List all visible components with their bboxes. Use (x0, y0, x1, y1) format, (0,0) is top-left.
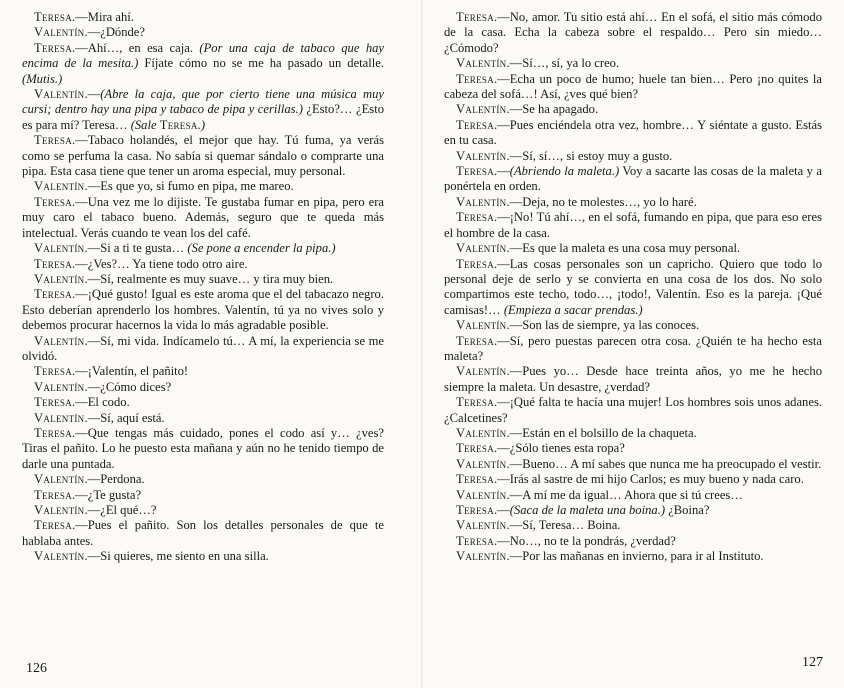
speaker-name: Valentín (456, 364, 507, 379)
speaker-name: Teresa (34, 194, 72, 209)
dialogue-text: .— (494, 503, 510, 517)
speaker-name: Valentín (34, 25, 85, 40)
speaker-name: Valentín (34, 379, 85, 394)
dialogue-text: .—Pues yo… Desde hace treinta años, yo me he hecho siempre la maleta. Un desastre, ¿verdad? (444, 364, 822, 394)
speaker-name: Teresa (159, 117, 198, 132)
dialogue-text: .—Ahí…, en esa caja. (72, 40, 200, 55)
speaker-name: Teresa (456, 256, 494, 271)
dialogue-text: .—Perdona. (84, 472, 145, 487)
dialogue-text: .—Si quieres, me siento en una silla. (84, 549, 269, 564)
dialogue-line (444, 241, 822, 256)
speaker-name: Teresa (34, 10, 72, 24)
speaker-name: Valentín (456, 148, 507, 163)
dialogue-line (444, 488, 822, 503)
left-page-text (22, 10, 384, 565)
dialogue-text: .—Sí, pero puestas parecen otra cosa. ¿Quién te ha hecho esta maleta? (444, 333, 822, 363)
speaker-name: Teresa (456, 164, 494, 179)
dialogue-text: .— (494, 164, 510, 179)
stage-direction: (Abriendo la maleta.) (509, 164, 620, 179)
dialogue-line (22, 241, 384, 256)
speaker-name: Teresa (34, 133, 72, 148)
dialogue-line (22, 25, 384, 40)
dialogue-line (22, 10, 384, 25)
dialogue-text: .—Pues el pañito. Son los detalles personales de que te hablaba antes. (22, 518, 384, 548)
speaker-name: Teresa (34, 395, 72, 410)
speaker-name: Teresa (34, 256, 72, 271)
speaker-name: Valentín (34, 241, 85, 256)
dialogue-text: .—Por las mañanas en invierno, para ir al Instituto. (506, 549, 764, 564)
speaker-name: Valentín (34, 472, 85, 487)
dialogue-line (444, 164, 822, 195)
right-page (444, 10, 822, 565)
speaker-name: Valentín (456, 425, 507, 440)
dialogue-text: .—Las cosas personales son un capricho. Quiero que todo lo personal deje de serlo y se convierta en una cosa de los dos. No solo compartimos este techo, todo…, ¡todo!, Valentín. Eso es la pareja. ¡Qué camisas!… (444, 256, 822, 317)
dialogue-line (22, 395, 384, 410)
dialogue-text: .—Bueno… A mí sabes que nunca me ha preocupado el vestir. (506, 456, 822, 471)
dialogue-line (22, 87, 384, 133)
dialogue-text: .—¡No! Tú ahí…, en el sofá, fumando en pipa, que para eso eres el hombre de la casa. (444, 210, 822, 240)
dialogue-line (22, 426, 384, 472)
speaker-name: Valentín (456, 241, 507, 256)
speaker-name: Teresa (34, 40, 72, 55)
dialogue-text: .—Mira ahí. (72, 10, 134, 24)
dialogue-line (444, 334, 822, 365)
dialogue-line (444, 149, 822, 164)
dialogue-text: .—Una vez me lo dijiste. Te gustaba fumar en pipa, pero era muy caro el tabaco bueno. Además, seguro que te queda más intelectual. Verás cuando te vean los del café. (22, 194, 384, 240)
dialogue-line (22, 272, 384, 287)
dialogue-text: ¿Boina? (665, 503, 710, 517)
dialogue-line (22, 179, 384, 194)
dialogue-line (444, 457, 822, 472)
speaker-name: Teresa (456, 441, 494, 456)
dialogue-text: .—¿Ves?… Ya tiene todo otro aire. (72, 256, 248, 271)
dialogue-line (22, 133, 384, 179)
dialogue-text: .—¿Dónde? (84, 25, 145, 40)
speaker-name: Teresa (34, 518, 72, 533)
speaker-name: Valentín (456, 194, 507, 209)
dialogue-text: .—Es que la maleta es una cosa muy personal. (506, 241, 741, 256)
dialogue-line (444, 364, 822, 395)
dialogue-line (444, 318, 822, 333)
speaker-name: Teresa (456, 395, 494, 410)
dialogue-text: .—¡Valentín, el pañito! (72, 364, 189, 379)
dialogue-text: .— (84, 87, 101, 102)
dialogue-line (444, 195, 822, 210)
dialogue-line (22, 411, 384, 426)
speaker-name: Teresa (34, 425, 72, 440)
left-page (22, 10, 384, 565)
dialogue-text: .—Si a ti te gusta… (84, 241, 188, 256)
dialogue-line (444, 441, 822, 456)
speaker-name: Valentín (456, 56, 507, 71)
dialogue-text: .—Irás al sastre de mi hijo Carlos; es muy bueno y nada caro. (494, 472, 804, 487)
dialogue-text: .—¿Te gusta? (72, 487, 142, 502)
dialogue-text: .—El codo. (72, 395, 130, 410)
dialogue-line (444, 118, 822, 149)
dialogue-line (444, 518, 822, 533)
dialogue-text: .—No, amor. Tu sitio está ahí… En el sofá, el sitio más cómodo de la casa. Echa la cabeza sobre el respaldo… Pero sin miedo… ¿Cómodo? (444, 10, 822, 55)
dialogue-text: .—Sí, Teresa… Boina. (506, 518, 621, 533)
stage-direction: (Empieza a sacar prendas.) (503, 302, 643, 317)
dialogue-text: .—A mí me da igual… Ahora que si tú crees… (506, 487, 743, 502)
right-page-text (444, 10, 822, 565)
stage-direction: (Saca de la maleta una boina.) (509, 503, 666, 517)
dialogue-line (444, 56, 822, 71)
speaker-name: Valentín (34, 333, 85, 348)
dialogue-text: .—¡Qué falta te hacía una mujer! Los hombres sois unos adanes. ¿Calcetines? (444, 395, 822, 425)
speaker-name: Valentín (34, 549, 85, 564)
speaker-name: Valentín (34, 410, 85, 425)
dialogue-line (22, 257, 384, 272)
dialogue-text: .—Están en el bolsillo de la chaqueta. (506, 425, 697, 440)
speaker-name: Valentín (456, 549, 507, 564)
stage-direction: (Abre la caja, que por cierto tiene una música muy cursi; dentro hay una pipa y tabaco de pipa y cerillas.) (22, 87, 384, 117)
stage-direction: (Por una caja de tabaco que hay encima de la mesita.) (22, 40, 385, 71)
dialogue-text: .—Sí, sí…, si estoy muy a gusto. (506, 148, 673, 163)
stage-direction: (Se pone a encender la pipa.) (187, 241, 336, 256)
speaker-name: Teresa (456, 71, 494, 86)
dialogue-text: .—¡Qué gusto! Igual es este aroma que el del tabacazo negro. Esto deberían aprenderlo los hombres. Valentín, tú ya no vives solo y debemos procurar hacernos la vida lo más agradable posible. (22, 287, 384, 333)
right-page-number: 127 (802, 655, 823, 670)
dialogue-text: .—¿Sólo tienes esta ropa? (494, 441, 625, 456)
speaker-name: Valentín (456, 318, 507, 333)
speaker-name: Valentín (456, 102, 507, 117)
speaker-name: Valentín (456, 456, 507, 471)
dialogue-text: .—¿Cómo dices? (84, 379, 172, 394)
dialogue-line (22, 41, 384, 87)
dialogue-line (22, 472, 384, 487)
left-page-number: 126 (26, 661, 47, 676)
dialogue-line (22, 287, 384, 333)
dialogue-line (22, 380, 384, 395)
dialogue-line (444, 257, 822, 319)
speaker-name: Valentín (456, 487, 507, 502)
speaker-name: Valentín (34, 271, 85, 286)
dialogue-line (444, 395, 822, 426)
dialogue-text: .—Se ha apagado. (506, 102, 599, 117)
dialogue-text: .—Tabaco holandés, el mejor que hay. Tú fuma, ya verás como se perfuma la casa. No sabía si quemar sándalo o comprarte una pipa. Esta casa tiene que tener un aroma especial, muy personal. (22, 133, 384, 179)
dialogue-text: .—No…, no te la pondrás, ¿verdad? (494, 533, 676, 548)
speaker-name: Teresa (34, 287, 72, 302)
book-gutter (421, 0, 423, 688)
dialogue-line (444, 102, 822, 117)
dialogue-text: Voy a sacarte las cosas de la maleta y a ponértela en orden. (444, 164, 822, 194)
dialogue-text: .—Sí, realmente es muy suave… y tira muy bien. (84, 271, 334, 286)
speaker-name: Teresa (456, 333, 494, 348)
dialogue-text: .—Sí, aquí está. (84, 410, 165, 425)
dialogue-line (22, 195, 384, 241)
speaker-name: Teresa (34, 487, 72, 502)
speaker-name: Teresa (456, 10, 494, 24)
speaker-name: Valentín (34, 179, 85, 194)
dialogue-line (444, 503, 822, 518)
stage-direction: (Mutis.) (22, 71, 63, 86)
speaker-name: Valentín (34, 503, 85, 517)
dialogue-line (444, 534, 822, 549)
dialogue-text: Fíjate cómo no se me ha pasado un detalle. (138, 56, 384, 71)
dialogue-line (22, 488, 384, 503)
dialogue-line (444, 10, 822, 56)
dialogue-text: .—Son las de siempre, ya las conoces. (506, 318, 700, 333)
dialogue-text: .—Es que yo, si fumo en pipa, me mareo. (84, 179, 294, 194)
dialogue-line (22, 518, 384, 549)
dialogue-text: .—Sí…, sí, ya lo creo. (506, 56, 620, 71)
dialogue-line (22, 503, 384, 518)
dialogue-text: .—Echa un poco de humo; huele tan bien… Pero ¡no quites la cabeza del sofá…! Así, ¿ves qué bien? (444, 71, 822, 102)
dialogue-text: .—¿El qué…? (84, 503, 157, 517)
speaker-name: Teresa (34, 364, 72, 379)
speaker-name: Teresa (456, 210, 494, 225)
dialogue-text: .—Que tengas más cuidado, pones el codo así y… ¿ves? Tiras el pañito. Lo he puesto esta mañana y aún no he tenido tiempo de darle una puntada. (22, 425, 384, 471)
dialogue-text: .—Sí, mi vida. Indícamelo tú… A mí, la experiencia se me olvidó. (22, 333, 384, 363)
dialogue-line (22, 334, 384, 365)
speaker-name: Valentín (34, 87, 85, 102)
dialogue-line (444, 472, 822, 487)
speaker-name: Teresa (456, 472, 494, 487)
dialogue-line (22, 549, 384, 564)
dialogue-line (444, 426, 822, 441)
dialogue-line (444, 549, 822, 564)
dialogue-text: .—Pues enciéndela otra vez, hombre… Y siéntate a gusto. Estás en tu casa. (444, 117, 822, 148)
dialogue-text: ¿Esto?… ¿Esto es para mí? Teresa… (22, 102, 384, 132)
speaker-name: Teresa (456, 503, 494, 517)
dialogue-text: .—Deja, no te molestes…, yo lo haré. (506, 194, 697, 209)
speaker-name: Valentín (456, 518, 507, 533)
dialogue-line (22, 364, 384, 379)
stage-direction: (Sale (130, 117, 160, 132)
stage-direction: .) (197, 117, 206, 132)
dialogue-line (444, 72, 822, 103)
speaker-name: Teresa (456, 533, 494, 548)
dialogue-line (444, 210, 822, 241)
speaker-name: Teresa (456, 117, 494, 132)
